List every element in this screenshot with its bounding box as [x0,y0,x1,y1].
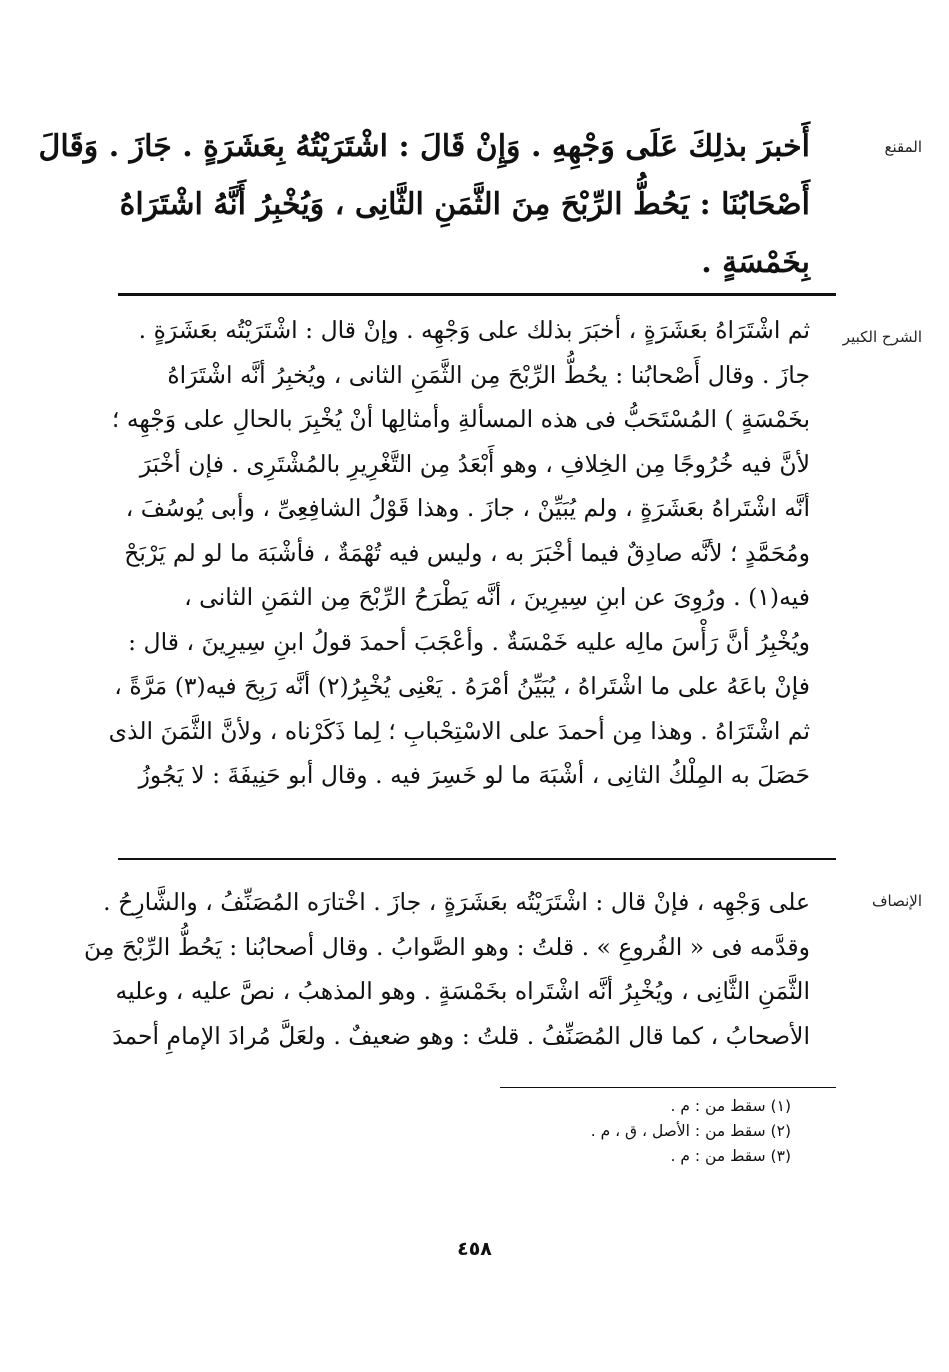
insaf-text [84,880,810,1058]
sharh-line: ويُخْبِرُ أنَّ رَأْسَ مالِه عليه خَمْسَةٌ . وأعْجَبَ أحمدَ قولُ ابنِ سِيرِينَ ، قال : [128,627,810,656]
muqni-line: أَخبرَ بذلِكَ عَلَى وَجْهِهِ . وَإِنْ قَالَ : اشْتَرَيْتُهُ بِعَشَرَةٍ . جَازَ . وَقَالَ [38,129,810,164]
sharh-line: حَصَلَ به المِلْكُ الثانِى ، أشْبَهَ ما لو خَسِرَ فيه . وقال أبو حَنِيفَةَ : لا يَجُوزُ [138,761,810,789]
page-number: ٤٥٨ [457,1238,492,1260]
sharh-line: لأنَّ فيه خُرُوجًا مِن الخِلافِ ، وهو أَبْعَدُ مِن التَّغْرِيرِ بالمُشْتَرِى . فإن أخْبَرَ [139,449,810,478]
sharh-line: أنَّه اشْتَراهُ بعَشَرَةٍ ، ولم يُبَيِّنْ ، جازَ . وهذا قَوْلُ الشافِعِىِّ ، وأبى يُوسُفَ ، [125,494,810,522]
section-divider-thin [118,858,836,860]
section-divider-thick [118,293,836,296]
muqni-line: بِخَمْسَةٍ . [701,245,810,280]
insaf-label: الإنصاف [871,892,922,910]
footnote: (١) سقط من : م . [670,1097,791,1115]
insaf-line: الأصحابُ ، كما قال المُصَنِّفُ . قلتُ : وهو ضعيفٌ . ولعَلَّ مُرادَ الإمامِ أحمدَ [112,1021,810,1050]
footnote: (٢) سقط من : الأصل ، ق ، م . [590,1122,791,1140]
muqni-line: أَصْحَابُنَا : يَحُطُّ الرِّبْحَ مِنَ الثَّمَنِ الثَّانِى ، وَيُخْبِرُ أَنَّهُ اشْتَرَاهُ [119,187,810,222]
sharh-line: ثم اشْتَرَاهُ بعَشَرَةٍ ، أخبَرَ بذلك على وَجْهِه . وإنْ قال : اشْتَرَيْتُه بعَشَرَةٍ . [138,316,810,344]
sharh-line: ثم اشْتَرَاهُ . وهذا مِن أحمدَ على الاسْتِحْبابِ ؛ لِما ذَكَرْناه ، ولأنَّ الثَّمَنَ الذى [108,716,810,745]
sharh-line: جازَ . وقال أَصْحابُنا : يحُطُّ الرِّبْحَ مِن الثَّمَنِ الثانى ، ويُخبِرُ أنَّه اشْتَرَاهُ [167,360,810,389]
sharh-line: فإنْ باعَهُ على ما اشْتَراهُ ، يُبَيِّنُ أمْرَهُ . يَعْنِى يُخْبِرُ(٢) أنَّه رَبِحَ فيه(٣) مَرَّةً ، [114,672,810,700]
muqni-label: المقنع [884,138,922,156]
sharh-text [108,308,810,798]
footnote-divider [500,1087,836,1088]
sharh-line: فيه(١) . ورُوِىَ عن ابنِ سِيرِينَ ، أنَّه يَطْرَحُ الرِّبْحَ مِن الثمَنِ الثانى ، [184,583,810,611]
footnote: (٣) سقط من : م . [670,1147,791,1165]
muqni-text [38,118,810,292]
insaf-line: على وَجْهِه ، فإنْ قال : اشْتَرَيْتُه بعَشَرَةٍ ، جازَ . اخْتارَه المُصَنِّفُ ، والشَّارِحُ . [103,888,810,916]
insaf-line: وقدَّمه فى « الفُروعِ » . قلتُ : وهو الصَّوابُ . وقال أصحابُنا : يَحُطُّ الرِّبْحَ مِنَ [84,932,810,961]
footnotes [391,1094,791,1169]
sharh-label: الشرح الكبير [842,328,922,346]
insaf-line: الثَّمَنِ الثَّانِى ، ويُخْبِرُ أنَّه اشْتَراه بخَمْسَةٍ . وهو المذهبُ ، نصَّ عليه ، وعليه [115,977,810,1005]
sharh-line: ومُحَمَّدٍ ؛ لأنَّه صادِقٌ فيما أخْبَرَ به ، وليس فيه تُهْمَةٌ ، فأشْبَهَ ما لو لم يَرْبَحْ [124,538,810,567]
sharh-line: بخَمْسَةٍ ) المُسْتَحَبُّ فى هذه المسألةِ وأمثالِها أنْ يُخْبِرَ بالحالِ على وَجْهِه ؛ [111,405,810,433]
